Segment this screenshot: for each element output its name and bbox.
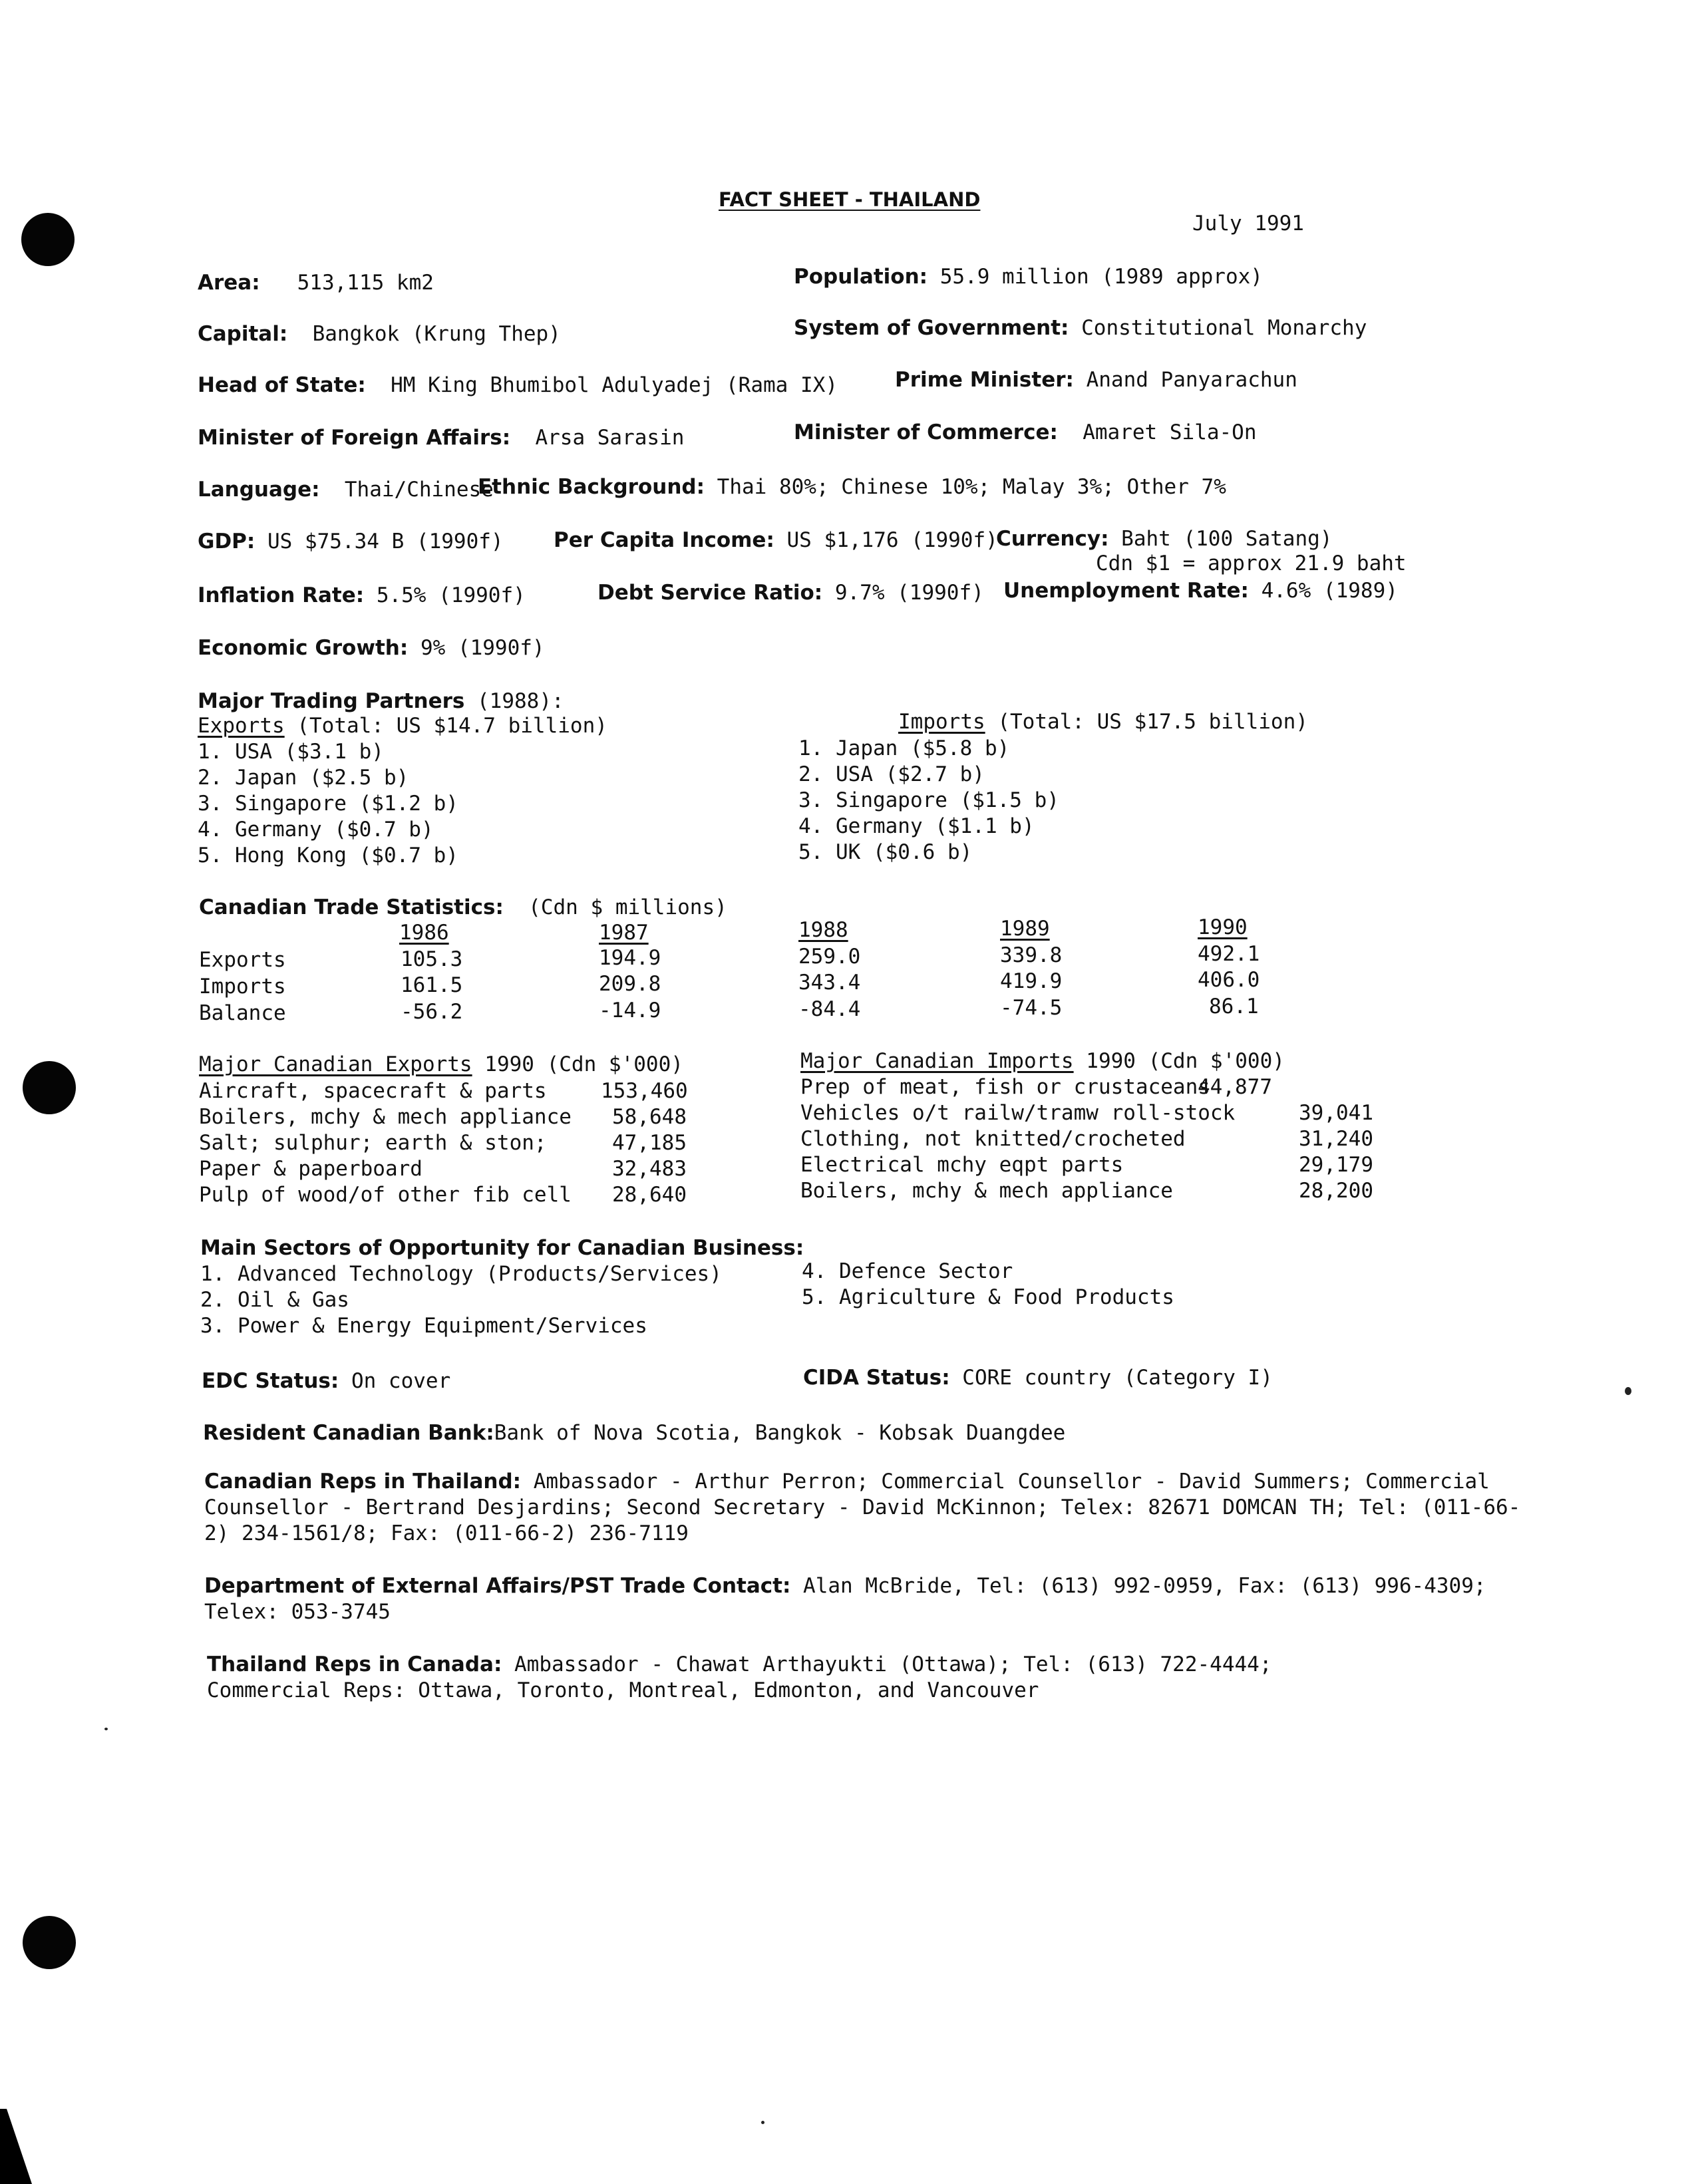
list-item: 5. Agriculture & Food Products xyxy=(802,1285,1174,1309)
year-header: 1986 xyxy=(399,921,449,945)
bank-row xyxy=(203,1421,1065,1445)
list-item: 4. Defence Sector xyxy=(802,1259,1013,1283)
punch-hole-middle xyxy=(23,1061,76,1114)
cdn-exports-heading xyxy=(199,1052,683,1076)
edc-row xyxy=(202,1369,450,1393)
import-item-value: 31,240 xyxy=(1299,1127,1373,1151)
area-value: 513,115 km2 xyxy=(297,271,434,295)
bank-value: Bank of Nova Scotia, Bangkok - Kobsak Duangdee xyxy=(494,1421,1066,1445)
gdp-value: US $75.34 B (1990f) xyxy=(267,530,504,553)
exports-total: (Total: US $14.7 billion) xyxy=(297,714,607,738)
imports-label: Imports xyxy=(898,710,985,734)
debt-service-value: 9.7% (1990f) xyxy=(834,581,984,605)
foreign-minister-value: Arsa Sarasin xyxy=(535,426,685,450)
list-item: 3. Singapore ($1.2 b) xyxy=(198,792,458,816)
prime-minister-label: Prime Minister: xyxy=(895,368,1074,392)
punch-hole-bottom xyxy=(23,1916,76,1969)
growth-row xyxy=(198,636,545,660)
inflation-value: 5.5% (1990f) xyxy=(376,583,526,607)
growth-label: Economic Growth: xyxy=(198,636,409,660)
cdn-exports-suffix: 1990 (Cdn $'000) xyxy=(484,1052,683,1076)
dea-contact-line1 xyxy=(204,1574,1486,1598)
foreign-minister-row xyxy=(198,426,684,450)
bank-label: Resident Canadian Bank: xyxy=(203,1421,494,1445)
export-item-name: Pulp of wood/of other fib cell xyxy=(199,1183,572,1207)
year-header: 1990 xyxy=(1198,915,1248,939)
table-cell: -74.5 xyxy=(1000,996,1063,1020)
imports-total: (Total: US $17.5 billion) xyxy=(997,710,1308,734)
trading-partners-year: (1988): xyxy=(477,689,564,713)
list-item: 4. Germany ($0.7 b) xyxy=(198,818,434,842)
table-cell: 259.0 xyxy=(798,945,861,969)
inflation-label: Inflation Rate: xyxy=(198,583,365,607)
commerce-minister-label: Minister of Commerce: xyxy=(794,420,1058,444)
import-item-name: Electrical mchy eqpt parts xyxy=(800,1153,1124,1177)
export-item-value: 32,483 xyxy=(612,1157,687,1181)
population-row xyxy=(794,265,1263,289)
table-cell: 492.1 xyxy=(1198,942,1260,966)
reps-canada-label: Thailand Reps in Canada: xyxy=(207,1652,502,1676)
dea-contact-line2: Telex: 053-3745 xyxy=(204,1600,391,1624)
import-item-value: 29,179 xyxy=(1299,1153,1373,1177)
reps-canada-text: Ambassador - Chawat Arthayukti (Ottawa); Tel: (613) 722-4444; xyxy=(514,1652,1272,1676)
reps-thailand-text: Ambassador - Arthur Perron; Commercial Counsellor - David Summers; Commercial xyxy=(533,1470,1490,1493)
export-item-name: Boilers, mchy & mech appliance xyxy=(199,1105,572,1129)
table-cell: 406.0 xyxy=(1198,968,1260,992)
population-value: 55.9 million (1989 approx) xyxy=(939,265,1263,289)
gdp-label: GDP: xyxy=(198,530,255,553)
table-cell: 161.5 xyxy=(401,973,463,997)
export-item-value: 28,640 xyxy=(612,1183,687,1207)
list-item: 3. Power & Energy Equipment/Services xyxy=(200,1314,647,1338)
list-item: 1. USA ($3.1 b) xyxy=(198,740,384,764)
table-cell: -56.2 xyxy=(401,1000,463,1024)
import-item-name: Prep of meat, fish or crustaceans xyxy=(800,1075,1210,1099)
trade-stats-unit: (Cdn $ millions) xyxy=(528,895,727,919)
reps-canada-line2: Commercial Reps: Ottawa, Toronto, Montreal, Edmonton, and Vancouver xyxy=(207,1678,1039,1702)
unemployment-label: Unemployment Rate: xyxy=(1003,579,1249,603)
dea-contact-label: Department of External Affairs/PST Trade Contact: xyxy=(204,1574,791,1598)
gdp-row xyxy=(198,530,504,553)
edc-value: On cover xyxy=(351,1369,451,1393)
import-item-name: Clothing, not knitted/crocheted xyxy=(800,1127,1186,1151)
exports-header xyxy=(198,714,607,738)
per-capita-value: US $1,176 (1990f) xyxy=(786,528,998,552)
table-cell: 105.3 xyxy=(401,947,463,971)
trade-stats-title: Canadian Trade Statistics: xyxy=(199,895,504,919)
table-cell: -14.9 xyxy=(599,999,661,1022)
dea-contact-text: Alan McBride, Tel: (613) 992-0959, Fax: (613) 996-4309; xyxy=(803,1574,1486,1598)
head-of-state-label: Head of State: xyxy=(198,373,366,397)
export-item-value: 153,460 xyxy=(601,1079,688,1103)
foreign-minister-label: Minister of Foreign Affairs: xyxy=(198,426,511,450)
trade-stats-heading xyxy=(199,895,727,919)
export-item-value: 47,185 xyxy=(612,1131,687,1155)
currency-label: Currency: xyxy=(996,527,1109,551)
page-title: FACT SHEET - THAILAND xyxy=(719,188,981,211)
currency-row xyxy=(996,527,1332,551)
table-cell: 194.9 xyxy=(599,946,661,970)
commerce-minister-value: Amaret Sila-On xyxy=(1083,420,1257,444)
area-row xyxy=(198,271,434,295)
year-header: 1987 xyxy=(599,921,649,945)
scan-speck xyxy=(1625,1387,1631,1395)
capital-value: Bangkok (Krung Thep) xyxy=(312,322,561,346)
growth-value: 9% (1990f) xyxy=(420,636,545,660)
prime-minister-value: Anand Panyarachun xyxy=(1086,368,1297,392)
import-item-name: Boilers, mchy & mech appliance xyxy=(800,1179,1173,1203)
corner-scan-mark xyxy=(0,2109,40,2184)
government-row xyxy=(794,316,1367,340)
list-item: 3. Singapore ($1.5 b) xyxy=(798,788,1059,812)
row-label: Exports xyxy=(199,948,286,972)
export-item-name: Paper & paperboard xyxy=(199,1157,423,1181)
inflation-row xyxy=(198,583,526,607)
year-header: 1989 xyxy=(1000,917,1050,941)
export-item-name: Aircraft, spacecraft & parts xyxy=(199,1079,547,1103)
debt-service-row xyxy=(597,581,984,605)
language-label: Language: xyxy=(198,478,320,502)
language-row xyxy=(198,478,494,502)
commerce-minister-row xyxy=(794,420,1257,444)
ethnic-label: Ethnic Background: xyxy=(478,475,705,499)
list-item: 5. UK ($0.6 b) xyxy=(798,840,973,864)
scan-speck xyxy=(761,2121,764,2124)
per-capita-row xyxy=(554,528,998,552)
government-label: System of Government: xyxy=(794,316,1069,340)
head-of-state-value: HM King Bhumibol Adulyadej (Rama IX) xyxy=(391,373,838,397)
document-date: July 1991 xyxy=(1192,212,1304,235)
list-item: 4. Germany ($1.1 b) xyxy=(798,814,1035,838)
import-item-value: 28,200 xyxy=(1299,1179,1373,1203)
head-of-state-row xyxy=(198,373,838,397)
year-header: 1988 xyxy=(798,918,848,942)
trading-partners-heading xyxy=(198,689,564,713)
cida-row xyxy=(803,1366,1273,1390)
ethnic-row xyxy=(478,475,1226,499)
table-cell: 339.8 xyxy=(1000,943,1063,967)
cida-label: CIDA Status: xyxy=(803,1366,950,1390)
currency-rate: Cdn $1 = approx 21.9 baht xyxy=(1096,551,1407,575)
list-item: 2. Japan ($2.5 b) xyxy=(198,766,409,790)
export-item-name: Salt; sulphur; earth & ston; xyxy=(199,1131,547,1155)
list-item: 2. Oil & Gas xyxy=(200,1288,349,1312)
export-item-value: 58,648 xyxy=(612,1105,687,1129)
unemployment-row xyxy=(1003,579,1398,603)
import-item-name: Vehicles o/t railw/tramw roll-stock xyxy=(800,1101,1236,1125)
table-cell: 419.9 xyxy=(1000,969,1063,993)
cdn-imports-heading xyxy=(800,1049,1285,1073)
reps-thailand-label: Canadian Reps in Thailand: xyxy=(204,1470,522,1493)
reps-canada-line1 xyxy=(207,1652,1272,1676)
per-capita-label: Per Capita Income: xyxy=(554,528,774,552)
exports-label: Exports xyxy=(198,714,285,738)
population-label: Population: xyxy=(794,265,928,289)
table-cell: -84.4 xyxy=(798,997,861,1021)
language-value: Thai/Chinese xyxy=(344,478,494,502)
list-item: 1. Advanced Technology (Products/Services) xyxy=(200,1262,722,1286)
ethnic-value: Thai 80%; Chinese 10%; Malay 3%; Other 7% xyxy=(717,475,1226,499)
table-cell: 343.4 xyxy=(798,971,861,995)
edc-label: EDC Status: xyxy=(202,1369,339,1393)
currency-value: Baht (100 Satang) xyxy=(1121,527,1333,551)
import-item-value: 44,877 xyxy=(1198,1075,1272,1099)
table-cell: 86.1 xyxy=(1209,995,1259,1018)
table-cell: 209.8 xyxy=(599,972,661,996)
list-item: 5. Hong Kong ($0.7 b) xyxy=(198,844,458,867)
cdn-exports-title: Major Canadian Exports xyxy=(199,1052,472,1076)
reps-thailand-line3: 2) 234-1561/8; Fax: (011-66-2) 236-7119 xyxy=(204,1521,689,1545)
unemployment-value: 4.6% (1989) xyxy=(1261,579,1398,603)
government-value: Constitutional Monarchy xyxy=(1081,316,1367,340)
cdn-imports-title: Major Canadian Imports xyxy=(800,1049,1074,1073)
punch-hole-top xyxy=(21,213,75,266)
list-item: 2. USA ($2.7 b) xyxy=(798,762,985,786)
import-item-value: 39,041 xyxy=(1299,1101,1373,1125)
capital-row xyxy=(198,322,561,346)
list-item: 1. Japan ($5.8 b) xyxy=(798,736,1010,760)
reps-thailand-line2: Counsellor - Bertrand Desjardins; Second Secretary - David McKinnon; Telex: 82671 DOMCAN TH; Tel: (011-66- xyxy=(204,1495,1521,1519)
reps-thailand-line1 xyxy=(204,1470,1490,1493)
imports-header xyxy=(898,710,1308,734)
trading-partners-title: Major Trading Partners xyxy=(198,689,465,713)
area-label: Area: xyxy=(198,271,260,295)
sectors-heading: Main Sectors of Opportunity for Canadian Business: xyxy=(200,1236,804,1260)
scan-speck xyxy=(104,1728,108,1730)
prime-minister-row xyxy=(895,368,1297,392)
row-label: Imports xyxy=(199,975,286,999)
capital-label: Capital: xyxy=(198,322,288,346)
cdn-imports-suffix: 1990 (Cdn $'000) xyxy=(1086,1049,1285,1073)
row-label: Balance xyxy=(199,1001,286,1025)
debt-service-label: Debt Service Ratio: xyxy=(597,581,823,605)
cida-value: CORE country (Category I) xyxy=(962,1366,1273,1390)
